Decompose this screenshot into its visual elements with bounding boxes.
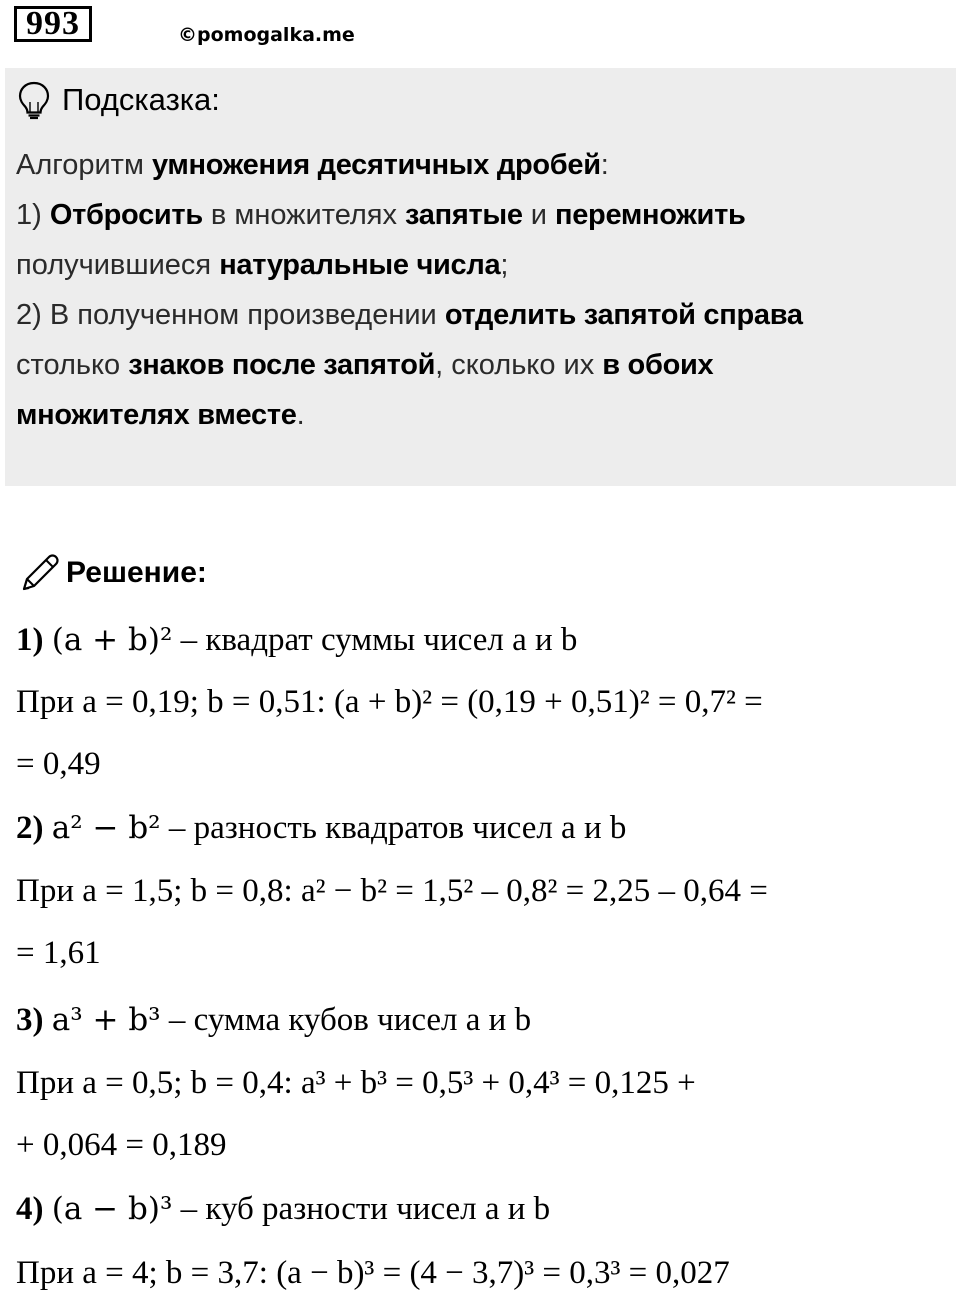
item-2-description: – разность квадратов чисел a и b: [168, 810, 627, 846]
item-2-calculation: При a = 1,5; b = 0,8: a² − b² = 1,5² – 0,8² = 2,25 – 0,64 =: [16, 873, 768, 909]
solution-title: Решение:: [66, 556, 207, 589]
item-2-expression: a² − b²: [51, 810, 161, 846]
item-4-calculation: При a = 4; b = 3,7: (a − b)³ = (4 − 3,7)³ = 0,3³ = 0,027: [16, 1255, 730, 1291]
item-3-calculation: При a = 0,5; b = 0,4: a³ + b³ = 0,5³ + 0,4³ = 0,125 +: [16, 1065, 696, 1101]
item-1-calculation: При a = 0,19; b = 0,51: (a + b)² = (0,19 + 0,51)² = 0,7² =: [16, 684, 763, 720]
task-number: 993: [14, 6, 92, 42]
hint-header: [16, 80, 220, 120]
lightbulb-icon: [16, 80, 52, 120]
item-2-result: = 1,61: [16, 935, 101, 971]
item-4-description: – куб разности чисел a и b: [180, 1191, 551, 1227]
hint-line: столько знаков после запятой, сколько их в обоих: [16, 349, 714, 381]
hint-line: получившиеся натуральные числа;: [16, 249, 509, 281]
item-3-result: + 0,064 = 0,189: [16, 1127, 227, 1163]
item-3-heading: 3) a³ + b³ – сумма кубов чисел a и b: [16, 1002, 532, 1038]
item-2-heading: 2) a² − b² – разность квадратов чисел a и b: [16, 810, 627, 846]
item-3-expression: a³ + b³: [51, 1002, 161, 1038]
hint-line: 1) Отбросить в множителях запятые и перемножить: [16, 199, 746, 231]
site-watermark: ©pomogalka.me: [178, 24, 355, 46]
hint-line: 2) В полученном произведении отделить запятой справа: [16, 299, 803, 331]
item-4-expression: (a − b)³: [51, 1191, 173, 1227]
solution-header: [18, 553, 207, 593]
hint-title: Подсказка:: [62, 82, 220, 117]
pencil-icon: [18, 553, 60, 593]
item-1-expression: (a + b)²: [51, 622, 173, 658]
hint-line: Алгоритм умножения десятичных дробей:: [16, 149, 609, 181]
item-1-description: – квадрат суммы чисел a и b: [180, 622, 578, 658]
item-1-heading: 1) (a + b)² – квадрат суммы чисел a и b: [16, 622, 578, 658]
item-1-result: = 0,49: [16, 746, 101, 782]
item-3-description: – сумма кубов чисел a и b: [168, 1002, 532, 1038]
item-4-heading: 4) (a − b)³ – куб разности чисел a и b: [16, 1191, 551, 1227]
hint-text: [16, 140, 941, 440]
hint-line: множителях вместе.: [16, 399, 305, 431]
